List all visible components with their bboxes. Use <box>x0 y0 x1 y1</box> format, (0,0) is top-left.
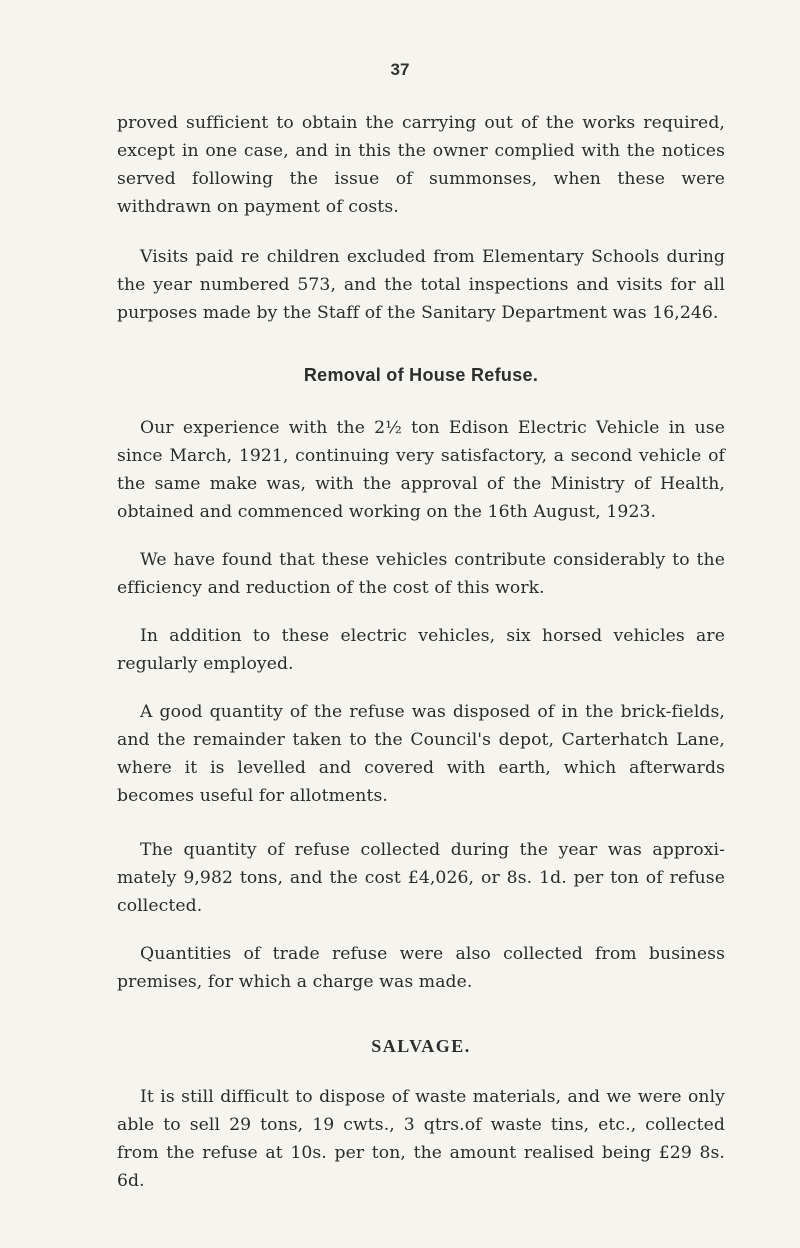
paragraph-disposal: A good quantity of the refuse was disposed of in the brick-fields, and the remainder taken to the Council's depot, Carterhatch Lane, where it is levelled and covered with earth, which afterwards becomes useful for allotments. <box>117 702 725 806</box>
paragraph-efficiency: We have found that these vehicles contribute considerably to the efficiency and reduction of the cost of this work. <box>117 550 725 598</box>
section-heading-refuse: Removal of House Refuse. <box>303 365 539 385</box>
paragraph-salvage: It is still difficult to dispose of waste materials, and we were only able to sell 29 tons, 19 cwts., 3 qtrs.of waste tins, etc., collected from the refuse at 10s. per ton, the amount realised being £29 8s. 6d. <box>117 1087 725 1191</box>
page-body <box>117 109 725 1195</box>
paragraph-continued: proved sufficient to obtain the carrying out of the works required, except in one case, and in this the owner complied with the notices served following the issue of summonses, when these were withdrawn on payment of costs. <box>117 113 725 217</box>
paragraph-trade-refuse: Quantities of trade refuse were also collected from business premises, for which a charge was made. <box>117 944 725 992</box>
paragraph-electric-vehicle: Our experience with the 2½ ton Edison Electric Vehicle in use since March, 1921, continuing very satisfactory, a second vehicle of the same make was, with the approval of the Ministry of Health, obtained and commenced working on the 16th August, 1923. <box>117 418 725 522</box>
section-heading-salvage: SALVAGE. <box>371 1036 471 1056</box>
paragraph-quantity: The quantity of refuse collected during the year was approxi-mately 9,982 tons, and the cost £4,026, or 8s. 1d. per ton of refuse collected. <box>117 840 725 916</box>
paragraph-visits: Visits paid re children excluded from Elementary Schools during the year numbered 573, and the total inspections and visits for all purposes made by the Staff of the Sanitary Department was 16,246. <box>117 247 725 323</box>
paragraph-horsed-vehicles: In addition to these electric vehicles, six horsed vehicles are regularly employed. <box>117 626 725 674</box>
page-number: 37 <box>390 60 410 79</box>
